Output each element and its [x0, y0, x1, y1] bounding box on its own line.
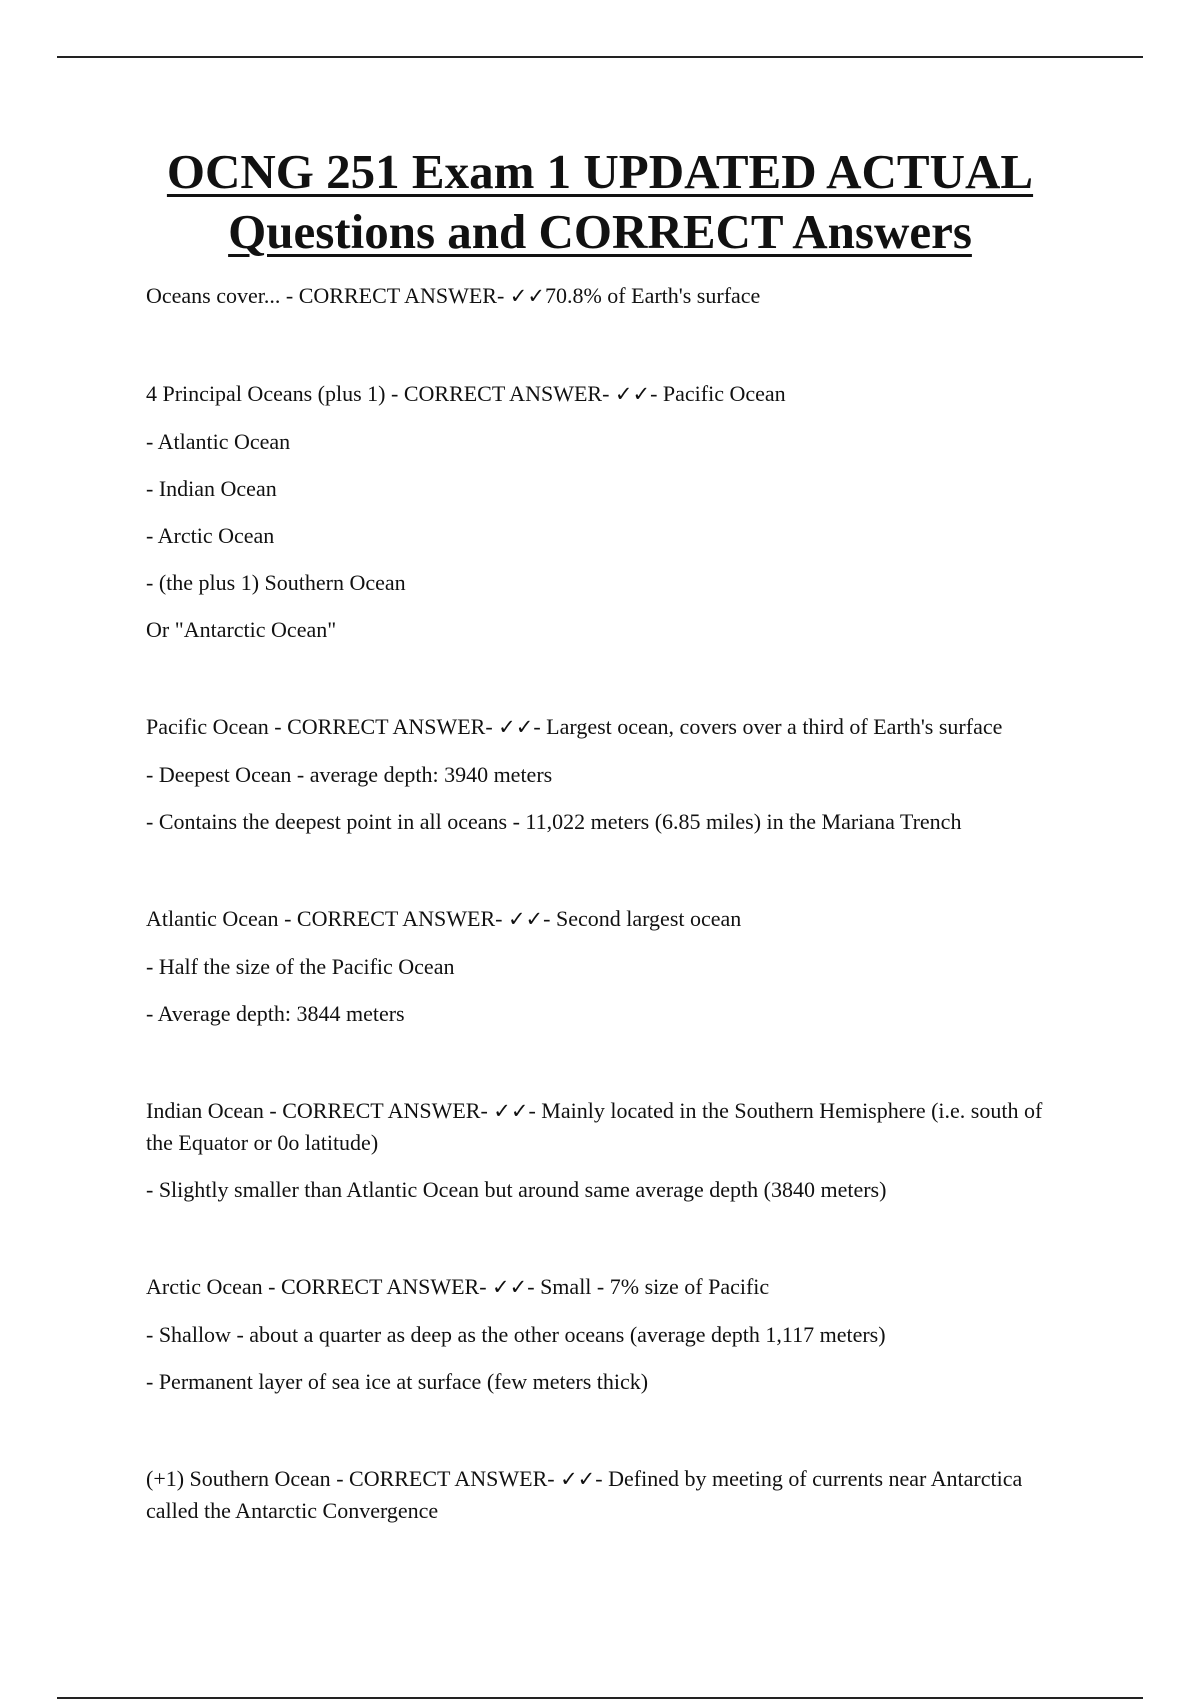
answer-marker: CORRECT ANSWER- [298, 283, 505, 308]
answer-line: Or "Antarctic Ocean" [146, 617, 337, 642]
check-icon: ✓✓ [493, 1099, 529, 1123]
answer-marker: CORRECT ANSWER- [282, 1098, 488, 1123]
check-icon: ✓✓ [560, 1467, 596, 1491]
answer-text: - Pacific Ocean [650, 381, 786, 406]
answer-text: - Second largest ocean [543, 906, 742, 931]
qa-entry [146, 280, 1066, 312]
question-text: Arctic Ocean [146, 1274, 263, 1299]
question-text: Pacific Ocean [146, 714, 269, 739]
qa-entry [146, 1095, 1066, 1205]
qa-first-line: Oceans cover... - CORRECT ANSWER- ✓✓70.8% of Earth's surface [146, 283, 761, 308]
title-line-1: OCNG 251 Exam 1 UPDATED ACTUAL [166, 144, 1034, 199]
qa-entry [146, 1271, 1066, 1397]
answer-text: - Largest ocean, covers over a third of Earth's surface [533, 714, 1003, 739]
qa-entry [146, 378, 1066, 645]
qa-entry [146, 1463, 1066, 1526]
answer-marker: CORRECT ANSWER- [296, 906, 503, 931]
question-text: 4 Principal Oceans (plus 1) [146, 381, 386, 406]
answer-text: 70.8% of Earth's surface [544, 283, 761, 308]
title-line-2: Questions and CORRECT Answers [228, 204, 972, 259]
check-icon: ✓✓ [614, 382, 651, 406]
answer-line: - Average depth: 3844 meters [146, 1001, 405, 1026]
answer-marker: CORRECT ANSWER- [349, 1466, 555, 1491]
answer-text: - Mainly located in the Southern Hemisphere (i.e. south of the Equator or 0o latitude) [146, 1098, 1043, 1155]
answer-line: - Shallow - about a quarter as deep as the other oceans (average depth 1,117 meters) [146, 1322, 886, 1347]
answer-line: - Atlantic Ocean [146, 429, 291, 454]
qa-first-line: Atlantic Ocean - CORRECT ANSWER- ✓✓- Second largest ocean [146, 906, 742, 931]
answer-line: - Contains the deepest point in all oceans - 11,022 meters (6.85 miles) in the Mariana Trench [146, 809, 962, 834]
answer-marker: CORRECT ANSWER- [287, 714, 493, 739]
answer-line: - Indian Ocean [146, 476, 277, 501]
qa-first-line: 4 Principal Oceans (plus 1) - CORRECT ANSWER- ✓✓- Pacific Ocean [146, 381, 786, 406]
question-text: Oceans cover... [146, 283, 281, 308]
question-text: Indian Ocean [146, 1098, 264, 1123]
check-icon: ✓✓ [492, 1275, 528, 1299]
top-divider [57, 56, 1143, 58]
answer-line: - Deepest Ocean - average depth: 3940 meters [146, 762, 553, 787]
qa-first-line: Pacific Ocean - CORRECT ANSWER- ✓✓- Largest ocean, covers over a third of Earth's surface [146, 714, 1003, 739]
check-icon: ✓✓ [507, 907, 544, 931]
page-title [100, 142, 1100, 262]
qa-list [146, 280, 1066, 1592]
qa-entry [146, 903, 1066, 1029]
answer-line: - Arctic Ocean [146, 523, 275, 548]
answer-line: - (the plus 1) Southern Ocean [146, 570, 406, 595]
answer-line: - Permanent layer of sea ice at surface (few meters thick) [146, 1369, 649, 1394]
question-text: Atlantic Ocean [146, 906, 279, 931]
answer-line: - Slightly smaller than Atlantic Ocean but around same average depth (3840 meters) [146, 1177, 887, 1202]
answer-marker: CORRECT ANSWER- [280, 1274, 487, 1299]
check-icon: ✓✓ [498, 715, 534, 739]
answer-text: - Defined by meeting of currents near Antarctica called the Antarctic Convergence [146, 1466, 1023, 1523]
answer-line: - Half the size of the Pacific Ocean [146, 954, 455, 979]
bottom-divider [57, 1697, 1143, 1699]
qa-entry [146, 711, 1066, 837]
qa-first-line: Arctic Ocean - CORRECT ANSWER- ✓✓- Small - 7% size of Pacific [146, 1274, 770, 1299]
answer-marker: CORRECT ANSWER- [403, 381, 610, 406]
qa-first-line: Indian Ocean - CORRECT ANSWER- ✓✓- Mainly located in the Southern Hemisphere (i.e. south of the Equator or 0o latitude) [146, 1098, 1043, 1155]
qa-first-line: (+1) Southern Ocean - CORRECT ANSWER- ✓✓- Defined by meeting of currents near Antarctica called the Antarctic Convergence [146, 1466, 1023, 1523]
question-text: (+1) Southern Ocean [146, 1466, 331, 1491]
answer-text: - Small - 7% size of Pacific [527, 1274, 770, 1299]
check-icon: ✓✓ [509, 284, 545, 308]
